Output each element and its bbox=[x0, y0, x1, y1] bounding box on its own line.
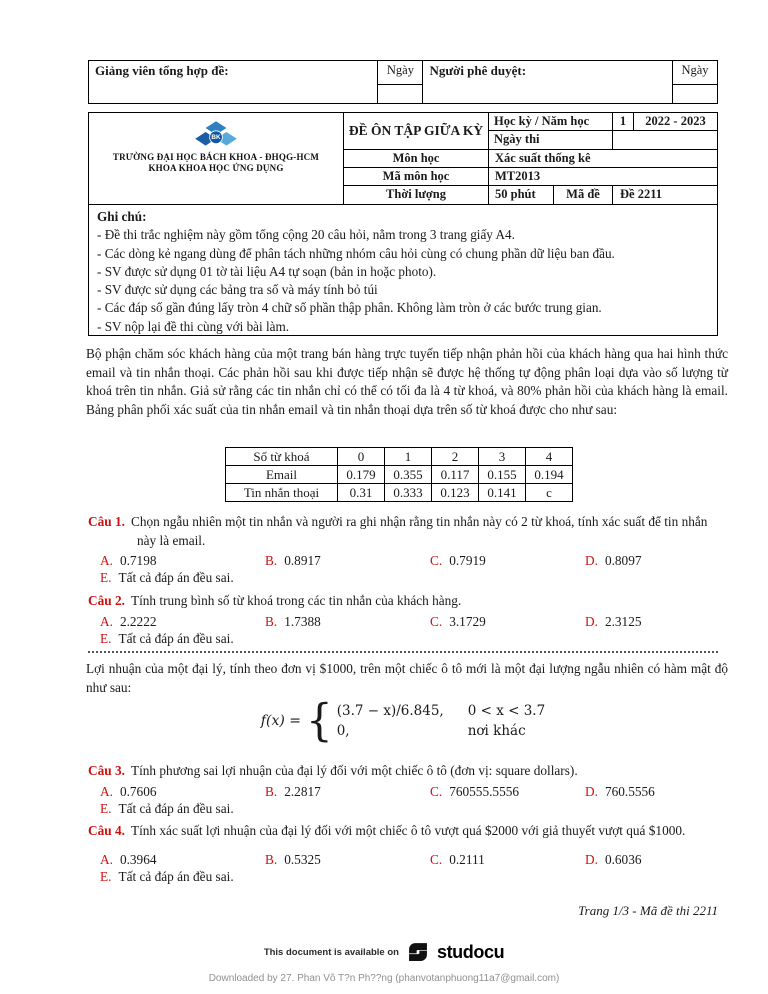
table-cell: c bbox=[526, 484, 573, 502]
table-row bbox=[226, 484, 573, 502]
table-cell: 0.155 bbox=[479, 466, 526, 484]
approver-date-empty-cell bbox=[673, 85, 718, 104]
question-1 bbox=[88, 513, 722, 586]
exam-header-table bbox=[88, 112, 718, 205]
duration-label: Thời lượng bbox=[344, 186, 489, 204]
note-item: - SV được sử dụng các bảng tra số và máy tính bỏ túi bbox=[97, 282, 378, 298]
option-a: A. 0.7198 bbox=[100, 553, 157, 568]
exam-info-grid bbox=[344, 113, 717, 204]
question-number: Câu 4. bbox=[88, 823, 125, 838]
option-a: A. 2.2222 bbox=[100, 613, 157, 629]
exam-code-value: Đề 2211 bbox=[620, 187, 663, 201]
probability-table bbox=[225, 447, 573, 502]
option-e: E. Tất cả đáp án đều sai. bbox=[100, 800, 234, 816]
option-b: B. 2.2817 bbox=[265, 783, 321, 799]
answer-options-row bbox=[88, 553, 722, 569]
table-header-row bbox=[226, 448, 573, 466]
note-item: - Các dòng kẻ ngang dùng để phân tách những nhóm câu hỏi cùng có chung phần dữ liệu ban đầu. bbox=[97, 245, 615, 261]
approver-label: Người phê duyệt: bbox=[423, 61, 673, 104]
option-d: D. 0.6036 bbox=[585, 851, 642, 867]
university-name-line2: KHOA KHOA HỌC ỨNG DỤNG bbox=[148, 163, 284, 173]
bk-logo-text: BK bbox=[211, 134, 221, 142]
approver-date-label: Ngày bbox=[673, 61, 718, 85]
option-b: B. 0.5325 bbox=[265, 851, 321, 867]
header-cell: 1 bbox=[385, 448, 432, 466]
header-cell: 3 bbox=[479, 448, 526, 466]
table-cell: Email bbox=[226, 466, 338, 484]
question-number: Câu 1. bbox=[88, 514, 125, 529]
table-cell: 0.333 bbox=[385, 484, 432, 502]
option-c: C. 0.2111 bbox=[430, 851, 485, 867]
question-text: Câu 3. Tính phương sai lợi nhuận của đại lý đối với một chiếc ô tô (đơn vị: square dollars). bbox=[88, 763, 578, 778]
density-function-formula bbox=[88, 694, 718, 747]
downloaded-by-line: Downloaded by 27. Phan Võ T?n Ph??ng (phanvotanphuong11a7@gmail.com) bbox=[208, 973, 560, 984]
table-row bbox=[226, 466, 573, 484]
university-block bbox=[89, 113, 344, 204]
bk-university-logo-icon bbox=[192, 116, 240, 152]
option-b: B. 0.8917 bbox=[265, 553, 321, 568]
header-cell: 4 bbox=[526, 448, 573, 466]
semester-label: Học kỳ / Năm học bbox=[489, 113, 613, 130]
note-item: - Đề thi trắc nghiệm này gồm tổng cộng 20 câu hỏi, nằm trong 3 trang giấy A4. bbox=[97, 227, 515, 243]
notes-title: Ghi chú: bbox=[97, 209, 147, 224]
table-cell: 0.141 bbox=[479, 484, 526, 502]
answer-options-row bbox=[88, 852, 722, 868]
table-cell: 0.194 bbox=[526, 466, 573, 484]
table-cell: 0.355 bbox=[385, 466, 432, 484]
subject-code-value: MT2013 bbox=[495, 169, 541, 183]
option-b: B. 1.7388 bbox=[265, 613, 321, 629]
option-a: A. 0.3964 bbox=[100, 851, 157, 867]
question-text: Câu 4. Tính xác suất lợi nhuận của đại lý đối với một chiếc ô tô vượt quá $2000 với giả thuyết vượt quá $1000. bbox=[88, 823, 686, 838]
subject-label: Môn học bbox=[344, 150, 489, 167]
table-cell: 0.179 bbox=[338, 466, 385, 484]
formula-lhs: f(x) = bbox=[260, 713, 301, 729]
table-cell: 0.123 bbox=[432, 484, 479, 502]
compiler-date-label: Ngày bbox=[378, 61, 423, 85]
formula-case1-expr: (3.7 − x)/6.845, bbox=[336, 703, 444, 719]
formula-case1-cond: 0 < x < 3.7 bbox=[467, 703, 546, 719]
header-cell: Số từ khoá bbox=[226, 448, 338, 466]
note-item: - SV được sử dụng 01 tờ tài liệu A4 tự soạn (bản in hoặc photo). bbox=[97, 263, 437, 279]
question-number: Câu 2. bbox=[88, 593, 125, 608]
note-item: - Các đáp số gần đúng lấy tròn 4 chữ số phần thập phân. Không làm tròn ở các bước trung gian. bbox=[97, 300, 602, 316]
option-c: C. 3.1729 bbox=[430, 613, 486, 629]
table-cell: 0.31 bbox=[338, 484, 385, 502]
option-c: C. 0.7919 bbox=[430, 553, 486, 568]
formula-brace: { bbox=[305, 694, 333, 747]
studocu-prefix-text: This document is available on bbox=[263, 946, 399, 958]
dotted-section-separator bbox=[88, 651, 718, 653]
studocu-footer[interactable] bbox=[0, 941, 768, 963]
question-text: Câu 1. Chọn ngẫu nhiên một tin nhắn và người ra ghi nhận rằng tin nhắn này có 2 từ khoá, tính xác suất để tin nhắn này là email. bbox=[88, 514, 708, 548]
answer-options-row bbox=[88, 784, 722, 800]
exam-title: ĐỀ ÔN TẬP GIỮA KỲ bbox=[344, 113, 489, 149]
table-cell: 0.117 bbox=[432, 466, 479, 484]
studocu-wordmark: studocu bbox=[436, 941, 505, 962]
option-e: E. Tất cả đáp án đều sai. bbox=[100, 630, 234, 646]
table-cell: Tin nhắn thoại bbox=[226, 484, 338, 502]
exam-date-label: Ngày thi bbox=[489, 131, 613, 149]
exam-date-value bbox=[613, 131, 717, 149]
option-a: A. 0.7606 bbox=[100, 783, 157, 799]
compiler-date-empty-cell bbox=[378, 85, 423, 104]
exam-notes-box bbox=[88, 204, 718, 336]
option-e: E. Tất cả đáp án đều sai. bbox=[100, 570, 234, 585]
option-d: D. 0.8097 bbox=[585, 553, 642, 568]
problem-intro-paragraph-1: Bộ phận chăm sóc khách hàng của một trang bán hàng trực tuyến tiếp nhận phản hồi của khách hàng qua hai hình thức email và tin nhắn thoại. Các phản hồi sau khi được tiếp nhận sẽ được hệ thống tự động phân loại dựa vào số lượng từ khoá trên tin nhắn. Giả sử rằng các tin nhắn chỉ có thể có tối đa là 4 từ khoá, và 80% phản hồi của khách hàng là email. Bảng phân phối xác suất của tin nhắn email và tin nhắn thoại dựa trên số từ khoá được cho như sau: bbox=[86, 346, 728, 417]
university-name-line1: TRƯỜNG ĐẠI HỌC BÁCH KHOA - ĐHQG-HCM bbox=[112, 152, 320, 162]
exam-compiler-label: Giảng viên tổng hợp đề: bbox=[89, 61, 378, 104]
option-d: D. 2.3125 bbox=[585, 613, 642, 629]
header-cell: 2 bbox=[432, 448, 479, 466]
question-2 bbox=[88, 592, 722, 647]
option-c: C. 760555.5556 bbox=[430, 783, 520, 799]
approval-table bbox=[88, 60, 718, 104]
formula-case2-cond: nơi khác bbox=[467, 723, 526, 739]
option-d: D. 760.5556 bbox=[585, 783, 655, 799]
question-text: Câu 2. Tính trung bình số từ khoá trong các tin nhắn của khách hàng. bbox=[88, 593, 462, 608]
question-3 bbox=[88, 762, 722, 817]
answer-options-row bbox=[88, 614, 722, 630]
option-e: E. Tất cả đáp án đều sai. bbox=[100, 868, 234, 884]
note-item: - SV nộp lại đề thi cùng với bài làm. bbox=[97, 318, 290, 334]
subject-code-label: Mã môn học bbox=[344, 168, 489, 185]
header-cell: 0 bbox=[338, 448, 385, 466]
exam-code-label: Mã đề bbox=[554, 186, 613, 204]
subject-value: Xác suất thống kê bbox=[495, 151, 591, 165]
page-number-footer: Trang 1/3 - Mã đề thi 2211 bbox=[578, 903, 718, 918]
duration-value: 50 phút bbox=[489, 186, 554, 204]
problem-intro-paragraph-2: Lợi nhuận của một đại lý, tính theo đơn vị $1000, trên một chiếc ô tô mới là một đại lượng ngẫu nhiên có hàm mật độ như sau: bbox=[86, 661, 728, 695]
question-4 bbox=[88, 822, 722, 885]
question-number: Câu 3. bbox=[88, 763, 125, 778]
formula-cases bbox=[337, 701, 545, 741]
studocu-logo-icon bbox=[407, 941, 429, 963]
year-value: 2022 - 2023 bbox=[645, 114, 706, 128]
formula-case2-expr: 0, bbox=[336, 723, 350, 739]
semester-value: 1 bbox=[613, 113, 634, 130]
